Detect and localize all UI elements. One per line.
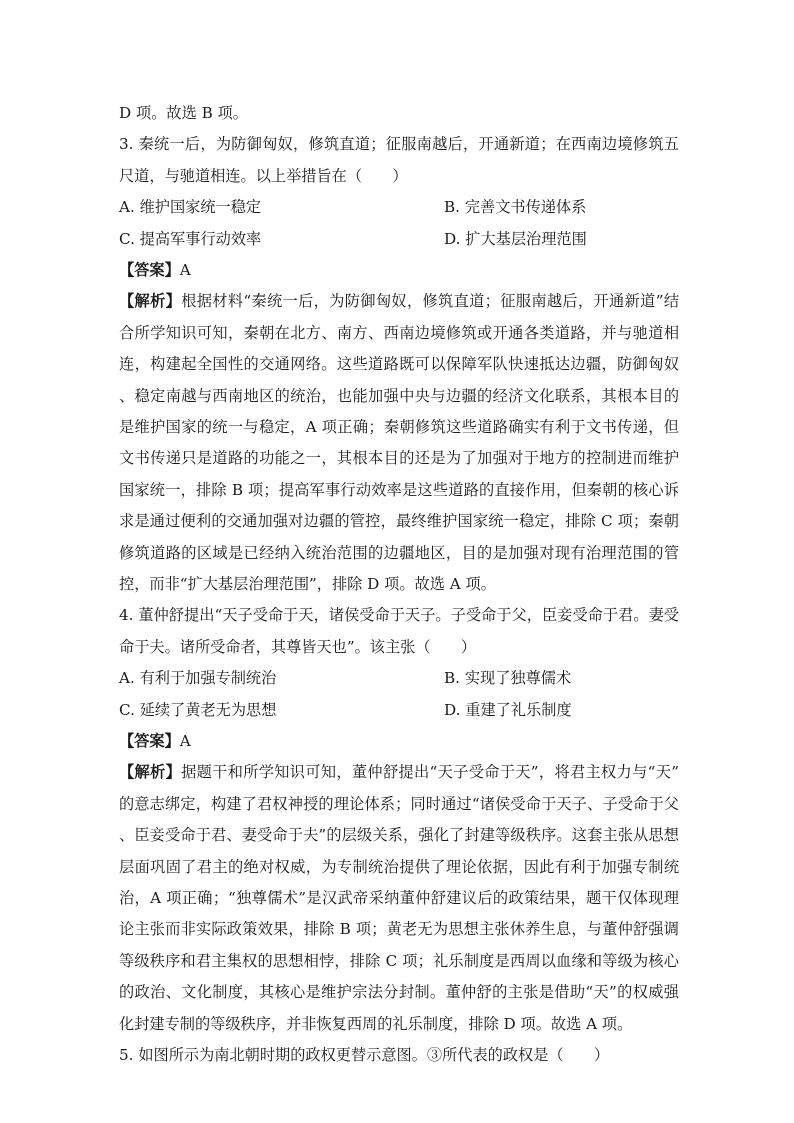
question-4-stem: 4. 董仲舒提出“天子受命于天，诸侯受命于天子。子受命于父，臣妾受命于君。妻受命于夫。诸所受命者，其尊皆天也”。该主张（ ）: [119, 606, 679, 656]
previous-answer-tail: D 项。故选 B 项。: [119, 104, 248, 122]
question-5-stem: 5. 如图所示为南北朝时期的政权更替示意图。③所代表的政权是（ ）: [119, 1046, 610, 1065]
question-4-analysis-label: 【解析】: [119, 763, 182, 782]
question-4-option-a: A. 有利于加强专制统治: [119, 669, 277, 688]
question-4-option-c: C. 延续了黄老无为思想: [119, 700, 277, 719]
question-3-analysis: [119, 286, 679, 600]
question-4-options-row-1: [119, 663, 679, 694]
question-3-answer: [119, 255, 679, 286]
question-3-option-c: C. 提高军事行动效率: [119, 229, 262, 248]
question-4-answer-label: 【答案】: [119, 732, 180, 751]
question-4-analysis: [119, 757, 679, 1040]
question-3-answer-value: A: [179, 260, 191, 279]
question-3-analysis-label: 【解析】: [119, 292, 182, 311]
question-4-answer-value: A: [179, 732, 191, 751]
question-3-option-d: D. 扩大基层治理范围: [444, 229, 587, 248]
question-3-analysis-text: 根据材料“秦统一后，为防御匈奴，修筑直道；征服南越后，开通新道”结合所学知识可知，秦朝在北方、南方、西南边境修筑或开通各类道路，并与驰道相连，构建起全国性的交通网络。这些道路既可以保障军队快速抵达边疆，防御匈奴、稳定南越与西南地区的统治，也能加强中央与边疆的经济文化联系，其根本目的是维护国家的统一与稳定，A 项正确；秦朝修筑这些道路确实有利于文书传递，但文书传递只是道路的功能之一，其根本目的还是为了加强对于地方的控制进而维护国家统一，排除 B 项；提高军事行动效率是这些道路的直接作用，但秦朝的核心诉求是通过便利的交通加强对边疆的管控，最终维护国家统一稳定，排除 C 项；秦朝修筑道路的区域是已经纳入统治范围的边疆地区，目的是加强对现有治理范围的管控，而非“扩大基层治理范围”，排除 D 项。故选 A 项。: [119, 292, 680, 594]
question-3-options-row-2: [119, 224, 679, 255]
page-content: [119, 98, 679, 1071]
question-4-option-d: D. 重建了礼乐制度: [444, 700, 572, 719]
question-4-option-b: B. 实现了独尊儒术: [444, 669, 572, 688]
question-3-option-b: B. 完善文书传递体系: [444, 198, 587, 217]
question-3-answer-label: 【答案】: [119, 260, 180, 279]
question-3-options-row-1: [119, 192, 679, 223]
question-3-option-a: A. 维护国家统一稳定: [119, 198, 262, 217]
question-4-options-row-2: [119, 695, 679, 726]
question-4-answer: [119, 726, 679, 757]
question-3-stem: 3. 秦统一后，为防御匈奴，修筑直道；征服南越后，开通新道；在西南边境修筑五尺道，与驰道相连。以上举措旨在（ ）: [119, 135, 679, 185]
question-4-analysis-text: 据题干和所学知识可知，董仲舒提出“天子受命于天”，将君主权力与“天”的意志绑定，构建了君权神授的理论体系；同时通过“诸侯受命于天子、子受命于父、臣妾受命于君、妻受命于夫”的层级关系，强化了封建等级秩序。这套主张从思想层面巩固了君主的绝对权威，为专制统治提供了理论依据，因此有利于加强专制统治，A 项正确；“独尊儒术”是汉武帝采纳董仲舒建议后的政策结果，题干仅体现理论主张而非实际政策效果，排除 B 项；黄老无为思想主张休养生息，与董仲舒强调等级秩序和君主集权的思想相悖，排除 C 项；礼乐制度是西周以血缘和等级为核心的政治、文化制度，其核心是维护宗法分封制。董仲舒的主张是借助“天”的权威强化封建专制的等级秩序，并非恢复西周的礼乐制度，排除 D 项。故选 A 项。: [119, 763, 679, 1033]
